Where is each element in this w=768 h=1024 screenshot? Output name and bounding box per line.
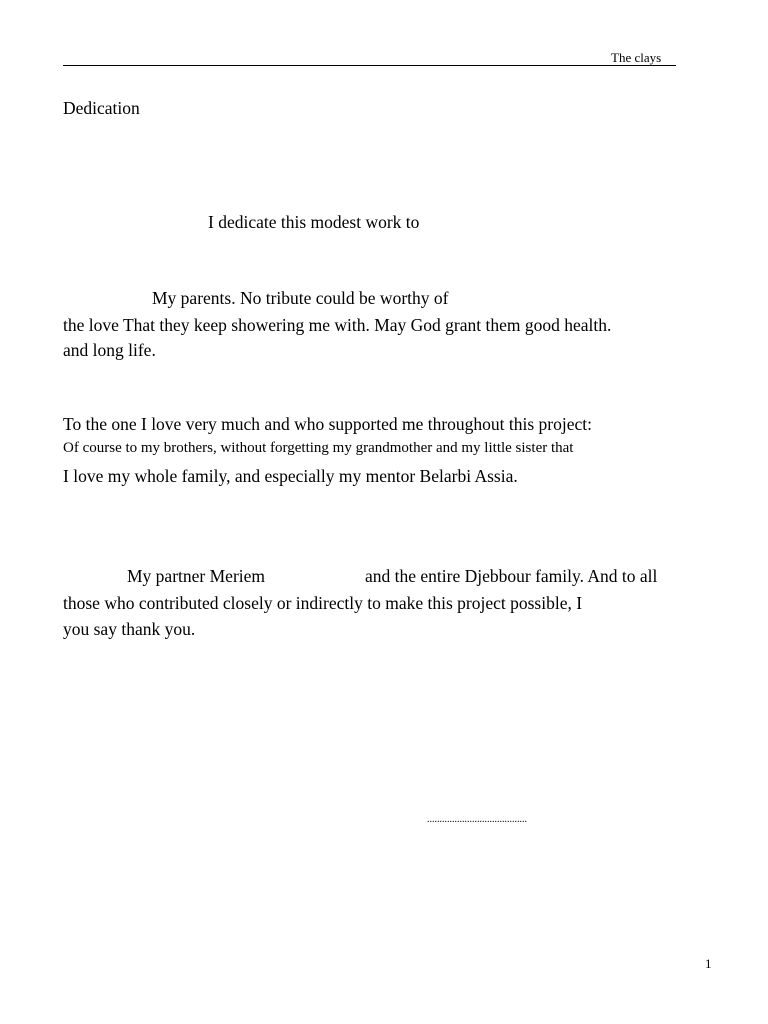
- paragraph-parents-line-2: the love That they keep showering me with. May God grant them good health.: [63, 315, 612, 335]
- paragraph-parents-line-1: My parents. No tribute could be worthy of: [152, 288, 449, 308]
- paragraph-partner-line-1b: and the entire Djebbour family. And to all: [365, 566, 658, 586]
- paragraph-partner-line-3: you say thank you.: [63, 619, 196, 639]
- paragraph-parents-line-3: and long life.: [63, 340, 156, 360]
- paragraph-partner-line-2: those who contributed closely or indirectly to make this project possible, I: [63, 593, 583, 613]
- running-header-title: The clays: [611, 50, 662, 65]
- page-number: 1: [705, 956, 712, 971]
- paragraph-partner-line-1a: My partner Meriem: [127, 566, 266, 586]
- paragraph-support-line-1: To the one I love very much and who supported me throughout this project:: [63, 414, 593, 434]
- signature-dotted-line: ........................................: [427, 814, 527, 825]
- header-rule: [63, 65, 676, 66]
- dedication-intro: I dedicate this modest work to: [208, 212, 420, 232]
- paragraph-support-line-2: Of course to my brothers, without forgetting my grandmother and my little sister that: [63, 440, 574, 456]
- paragraph-support-line-3: I love my whole family, and especially my mentor Belarbi Assia.: [63, 466, 518, 486]
- section-heading: Dedication: [63, 98, 140, 118]
